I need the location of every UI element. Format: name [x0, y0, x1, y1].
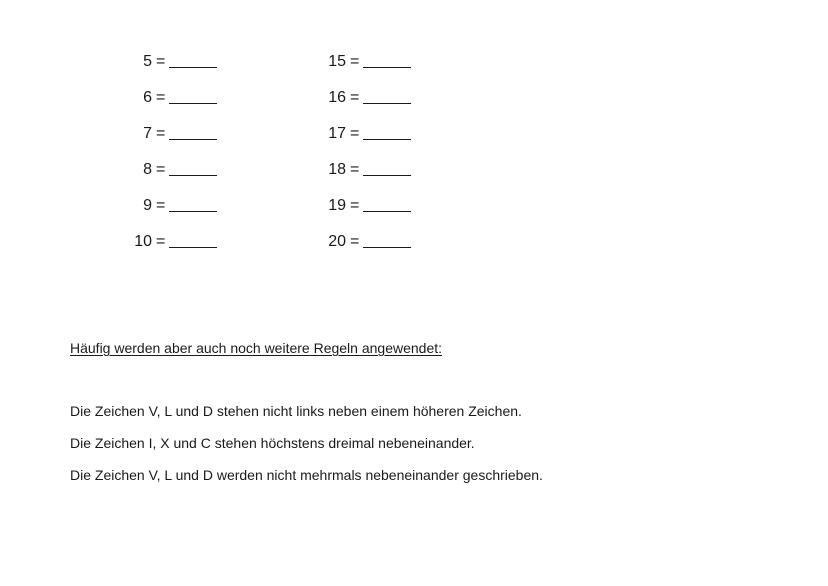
exercise-row [294, 231, 414, 267]
answer-blank[interactable] [169, 53, 217, 68]
answer-blank[interactable] [363, 197, 411, 212]
exercise-number: 20 [328, 233, 346, 250]
rule-text: Die Zeichen V, L und D stehen nicht links neben einem höheren Zeichen. [70, 403, 522, 419]
exercise-row [294, 159, 414, 195]
equals-sign: = [350, 197, 360, 214]
exercise-number: 18 [328, 161, 346, 178]
equals-sign: = [350, 161, 360, 178]
equals-sign: = [156, 89, 166, 106]
rule-text: Die Zeichen I, X und C stehen höchstens dreimal nebeneinander. [70, 435, 475, 451]
exercise-number: 6 [143, 89, 152, 106]
exercise-number: 10 [134, 233, 152, 250]
exercise-number: 17 [328, 125, 346, 142]
equals-sign: = [156, 197, 166, 214]
answer-blank[interactable] [363, 53, 411, 68]
exercise-number: 9 [143, 197, 152, 214]
equals-sign: = [350, 125, 360, 142]
answer-blank[interactable] [363, 89, 411, 104]
equals-sign: = [350, 53, 360, 70]
exercise-number: 7 [143, 125, 152, 142]
equals-sign: = [156, 125, 166, 142]
exercise-row [100, 195, 220, 231]
exercise-number: 8 [143, 161, 152, 178]
exercise-number: 15 [328, 53, 346, 70]
equals-sign: = [350, 89, 360, 106]
equals-sign: = [350, 233, 360, 250]
exercise-row [100, 123, 220, 159]
answer-blank[interactable] [169, 233, 217, 248]
exercise-column-left [100, 51, 220, 267]
exercise-row [294, 87, 414, 123]
rule-text: Die Zeichen V, L und D werden nicht mehrmals nebeneinander geschrieben. [70, 467, 543, 483]
answer-blank[interactable] [169, 161, 217, 176]
exercise-row [100, 231, 220, 267]
exercise-number: 19 [328, 197, 346, 214]
exercise-row [294, 51, 414, 87]
exercise-row [100, 51, 220, 87]
exercise-number: 16 [328, 89, 346, 106]
exercise-column-right [294, 51, 414, 267]
equals-sign: = [156, 233, 166, 250]
rules-heading: Häufig werden aber auch noch weitere Regeln angewendet: [70, 340, 443, 356]
answer-blank[interactable] [169, 197, 217, 212]
answer-blank[interactable] [169, 125, 217, 140]
answer-blank[interactable] [363, 125, 411, 140]
answer-blank[interactable] [363, 161, 411, 176]
exercise-row [294, 195, 414, 231]
exercise-row [100, 159, 220, 195]
equals-sign: = [156, 161, 166, 178]
answer-blank[interactable] [363, 233, 411, 248]
exercise-row [294, 123, 414, 159]
exercise-row [100, 87, 220, 123]
answer-blank[interactable] [169, 89, 217, 104]
exercise-number: 5 [143, 53, 152, 70]
equals-sign: = [156, 53, 166, 70]
